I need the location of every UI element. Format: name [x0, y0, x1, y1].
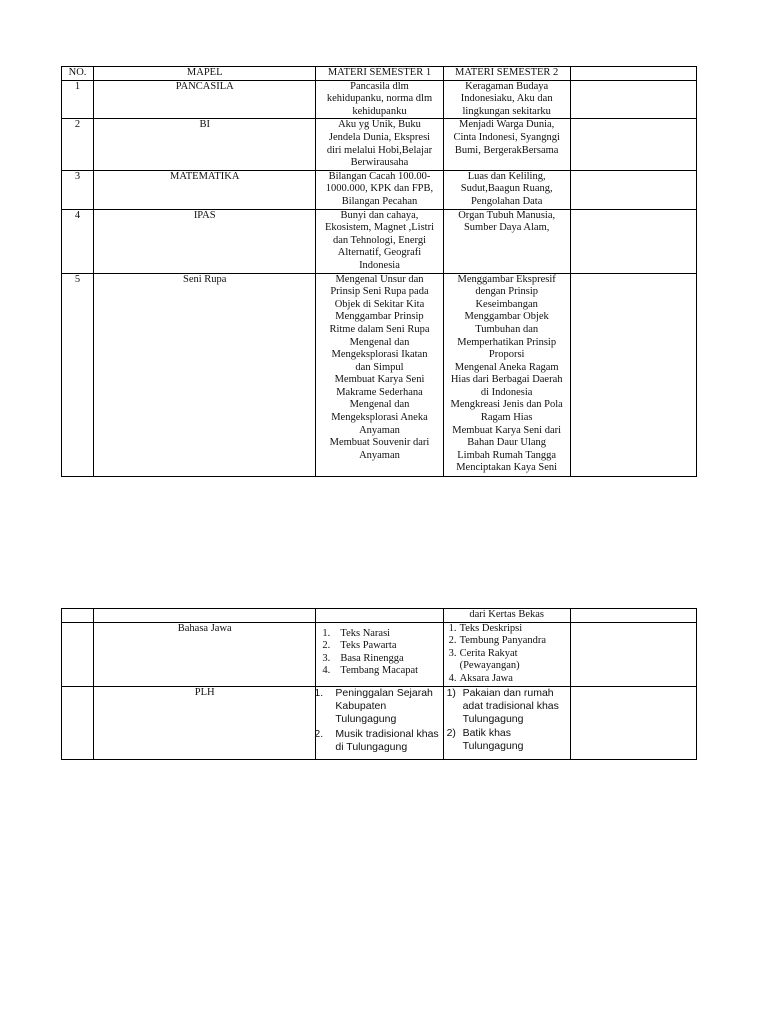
row-semester-1: Bilangan Cacah 100.00- 1000.000, KPK dan FPB, Bilangan Pecahan	[316, 170, 443, 209]
list-item: 2) Batik khas Tulungagung	[446, 726, 524, 752]
row-no: 5	[62, 273, 94, 476]
row-semester-1: Aku yg Unik, Buku Jendela Dunia, Ekspresi diri melalui Hobi,Belajar Berwirausaha	[316, 119, 443, 170]
row-extra	[570, 686, 696, 759]
list-item: 2. Musik tradisional khas di Tulungagung	[314, 727, 439, 753]
list-item: 1. Teks Narasi	[322, 627, 391, 639]
row-semester-2: Organ Tubuh Manusia, Sumber Daya Alam,	[443, 209, 570, 273]
list-item: 3. Cerita Rakyat (Pewayangan)	[448, 647, 520, 672]
row-extra	[570, 119, 696, 170]
row-semester-1	[316, 686, 443, 759]
header-semester-1: MATERI SEMESTER 1	[316, 67, 443, 81]
row-no: 1	[62, 80, 94, 119]
row-semester-2	[443, 622, 570, 686]
row-mapel: Bahasa Jawa	[94, 622, 316, 686]
row-extra	[570, 209, 696, 273]
row-semester-2: Menjadi Warga Dunia, Cinta Indonesi, Syangngi Bumi, BergerakBersama	[443, 119, 570, 170]
list-item: 2. Tembung Panyandra	[448, 635, 547, 647]
row-semester-1: Bunyi dan cahaya, Ekosistem, Magnet ,Listri dan Tehnologi, Energi Alternatif, Geografi Indonesia	[316, 209, 443, 273]
row-semester-1	[316, 622, 443, 686]
table-row	[62, 609, 697, 623]
list-item: 2. Teks Pawarta	[322, 640, 397, 652]
table-row	[62, 119, 697, 170]
row-mapel: PANCASILA	[94, 80, 316, 119]
list	[318, 628, 440, 678]
list-item: 3. Basa Rinengga	[322, 652, 404, 664]
row-no	[62, 686, 94, 759]
row-semester-1: Mengenal Unsur dan Prinsip Seni Rupa pada Objek di Sekitar Kita Menggambar Prinsip Ritme dalam Seni Rupa Mengenal dan Mengeksplorasi Ikatan dan Simpul Membuat Karya Seni Makrame Sederhana Mengenal dan Mengeksplorasi Aneka Anyaman Membuat Souvenir dari Anyaman	[316, 273, 443, 476]
list-item: 4. Tembang Macapat	[322, 665, 419, 677]
row-mapel: IPAS	[94, 209, 316, 273]
list-item: 1. Peninggalan Sejarah Kabupaten Tulungagung	[314, 686, 433, 725]
table-row	[62, 170, 697, 209]
row-mapel: MATEMATIKA	[94, 170, 316, 209]
row-mapel: PLH	[94, 686, 316, 759]
curriculum-table-continued	[61, 608, 697, 760]
row-no: 3	[62, 170, 94, 209]
row-extra	[570, 273, 696, 476]
row-mapel: Seni Rupa	[94, 273, 316, 476]
row-no	[62, 609, 94, 623]
row-semester-1: Pancasila dlm kehidupanku, norma dlm kehidupanku	[316, 80, 443, 119]
row-semester-2	[443, 686, 570, 759]
list	[446, 623, 568, 686]
row-semester-2: Menggambar Ekspresif dengan Prinsip Keseimbangan Menggambar Objek Tumbuhan dan Memperhatikan Prinsip Proporsi Mengenal Aneka Ragam Hias dari Berbagai Daerah di Indonesia Mengkreasi Jenis dan Pola Ragam Hias Membuat Karya Seni dari Bahan Daur Ulang Limbah Rumah Tangga Menciptakan Kaya Seni	[443, 273, 570, 476]
list	[314, 686, 440, 754]
table-row	[62, 209, 697, 273]
row-mapel: BI	[94, 119, 316, 170]
row-no: 4	[62, 209, 94, 273]
row-extra	[570, 80, 696, 119]
curriculum-table	[61, 66, 697, 477]
table-row	[62, 80, 697, 119]
table-header-row	[62, 67, 697, 81]
list-item: 1. Teks Deskripsi	[448, 622, 523, 634]
row-extra	[570, 609, 696, 623]
table-row	[62, 273, 697, 476]
table-row	[62, 686, 697, 759]
row-semester-2: Keragaman Budaya Indonesiaku, Aku dan lingkungan sekitarku	[443, 80, 570, 119]
header-extra	[570, 67, 696, 81]
continuation-text: dari Kertas Bekas	[443, 609, 570, 623]
row-semester-1	[316, 609, 443, 623]
row-no: 2	[62, 119, 94, 170]
row-mapel	[94, 609, 316, 623]
header-mapel: MAPEL	[94, 67, 316, 81]
row-semester-2: Luas dan Keliling, Sudut,Baagun Ruang, Pengolahan Data	[443, 170, 570, 209]
header-semester-2: MATERI SEMESTER 2	[443, 67, 570, 81]
row-extra	[570, 622, 696, 686]
list	[446, 687, 568, 753]
row-no	[62, 622, 94, 686]
row-extra	[570, 170, 696, 209]
list-item: 4. Aksara Jawa	[448, 672, 513, 684]
header-no: NO.	[62, 67, 94, 81]
table-row	[62, 622, 697, 686]
list-item: 1) Pakaian dan rumah adat tradisional khas Tulungagung	[446, 686, 559, 725]
